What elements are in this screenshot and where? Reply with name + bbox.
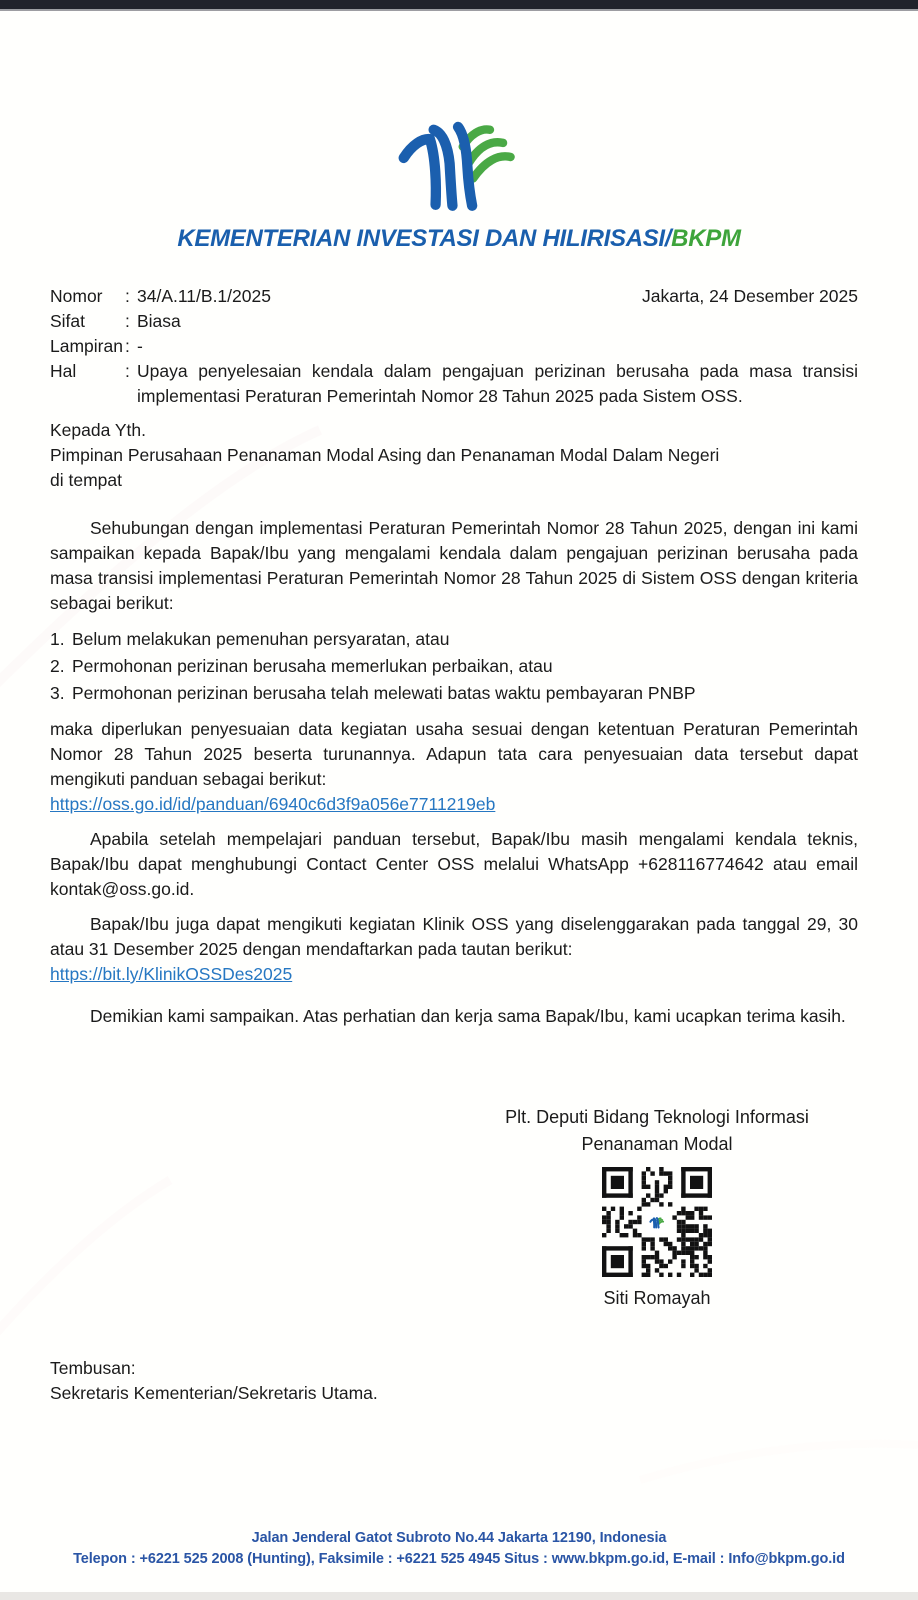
criteria-list [50,626,858,707]
meta-colon: : [125,361,130,381]
paragraph-adjustment: maka diperlukan penyesuaian data kegiatan usaha sesuai dengan ketentuan Peraturan Pemerintah Nomor 28 Tahun 2025 beserta turunannya. Adapun tata cara penyesuaian data tersebut dapat mengikuti panduan sebagai berikut: [50,719,858,789]
ministry-title [0,225,918,253]
tembusan-block [50,1356,378,1406]
meta-colon: : [125,336,130,356]
meta-value-nomor: 34/A.11/B.1/2025 [137,286,271,306]
list-item-text: Permohonan perizinan berusaha telah melewati batas waktu pembayaran PNBP [72,683,696,703]
list-item-text: Belum melakukan pemenuhan persyaratan, atau [72,629,450,649]
dateline: Jakarta, 24 Desember 2025 [642,286,858,306]
recipient-name: Pimpinan Perusahaan Penanaman Modal Asing dan Penanaman Modal Dalam Negeri [50,445,720,465]
guide-link-line [50,792,858,817]
recipient-salutation: Kepada Yth. [50,420,147,440]
tembusan-item: Sekretaris Kementerian/Sekretaris Utama. [50,1383,378,1403]
meta-colon: : [125,286,130,306]
meta-label: Nomor [50,286,103,306]
list-item [50,626,858,653]
guide-link[interactable]: https://oss.go.id/id/panduan/6940c6d3f9a056e7711219eb [50,794,496,814]
meta-value-lampiran: - [137,336,143,356]
ministry-title-blue: KEMENTERIAN INVESTASI DAN HILIRISASI/ [177,225,672,252]
meta-row-nomor [50,284,858,309]
paragraph-contact-center: Apabila setelah mempelajari panduan tersebut, Bapak/Ibu masih mengalami kendala teknis, Bapak/Ibu dapat menghubungi Contact Center OSS melalui WhatsApp +628116774642 atau email kontak@oss.go.id. [50,829,858,899]
recipient-block [50,418,858,493]
list-item-number: 1. [50,629,65,649]
meta-block [50,284,858,409]
meta-row-lampiran [50,334,858,359]
list-item [50,653,858,680]
list-item-number: 2. [50,656,65,676]
meta-row-hal [50,359,858,409]
meta-label: Sifat [50,311,86,331]
meta-value-hal: Upaya penyelesaian kendala dalam pengajuan perizinan berusaha pada masa transisi implementasi Peraturan Pemerintah Nomor 28 Tahun 2025 pada Sistem OSS. [137,361,858,406]
tembusan-label: Tembusan: [50,1358,136,1378]
list-item-text: Permohonan perizinan berusaha memerlukan perbaikan, atau [72,656,553,676]
ministry-title-green: BKPM [671,225,741,252]
qr-center-logo-icon [646,1211,668,1233]
clinic-link[interactable]: https://bit.ly/KlinikOSSDes2025 [50,964,293,984]
footer-address: Jalan Jenderal Gatot Subroto No.44 Jakarta 12190, Indonesia [251,1530,667,1546]
paragraph-klinik-oss: Bapak/Ibu juga dapat mengikuti kegiatan Klinik OSS yang diselenggarakan pada tanggal 29, 30 atau 31 Desember 2025 dengan mendaftarkan pada tautan berikut: [50,914,858,959]
paragraph-closing: Demikian kami sampaikan. Atas perhatian dan kerja sama Bapak/Ibu, kami ucapkan terima kasih. [90,1006,846,1026]
signature-block [462,1104,852,1312]
qr-code [602,1167,712,1277]
meta-label: Lampiran [50,336,123,356]
clinic-link-line [50,962,858,987]
letter-body [50,284,858,1029]
list-item [50,680,858,707]
signer-title-line1: Plt. Deputi Bidang Teknologi Informasi [505,1107,809,1127]
bkpm-logo-icon [384,114,534,221]
paragraph-intro: Sehubungan dengan implementasi Peraturan Pemerintah Nomor 28 Tahun 2025, dengan ini kami sampaikan kepada Bapak/Ibu yang mengalami kendala dalam pengajuan perizinan berusaha pada masa transisi implementasi Peraturan Pemerintah Nomor 28 Tahun 2025 di Sistem OSS dengan kriteria sebagai berikut: [50,518,858,613]
letter-footer [0,1528,918,1570]
recipient-place: di tempat [50,470,122,490]
meta-label: Hal [50,361,77,381]
signer-name: Siti Romayah [603,1288,711,1308]
footer-contact: Telepon : +6221 525 2008 (Hunting), Faksimile : +6221 525 4945 Situs : www.bkpm.go.id, E-mail : Info@bkpm.go.id [73,1551,845,1567]
bottom-edge-strip [0,1592,918,1600]
signer-title-line2: Penanaman Modal [581,1134,733,1154]
meta-colon: : [125,311,130,331]
meta-value-sifat: Biasa [137,311,181,331]
letterhead [0,114,918,253]
meta-row-sifat [50,309,858,334]
list-item-number: 3. [50,683,65,703]
top-edge-bar [0,0,918,11]
